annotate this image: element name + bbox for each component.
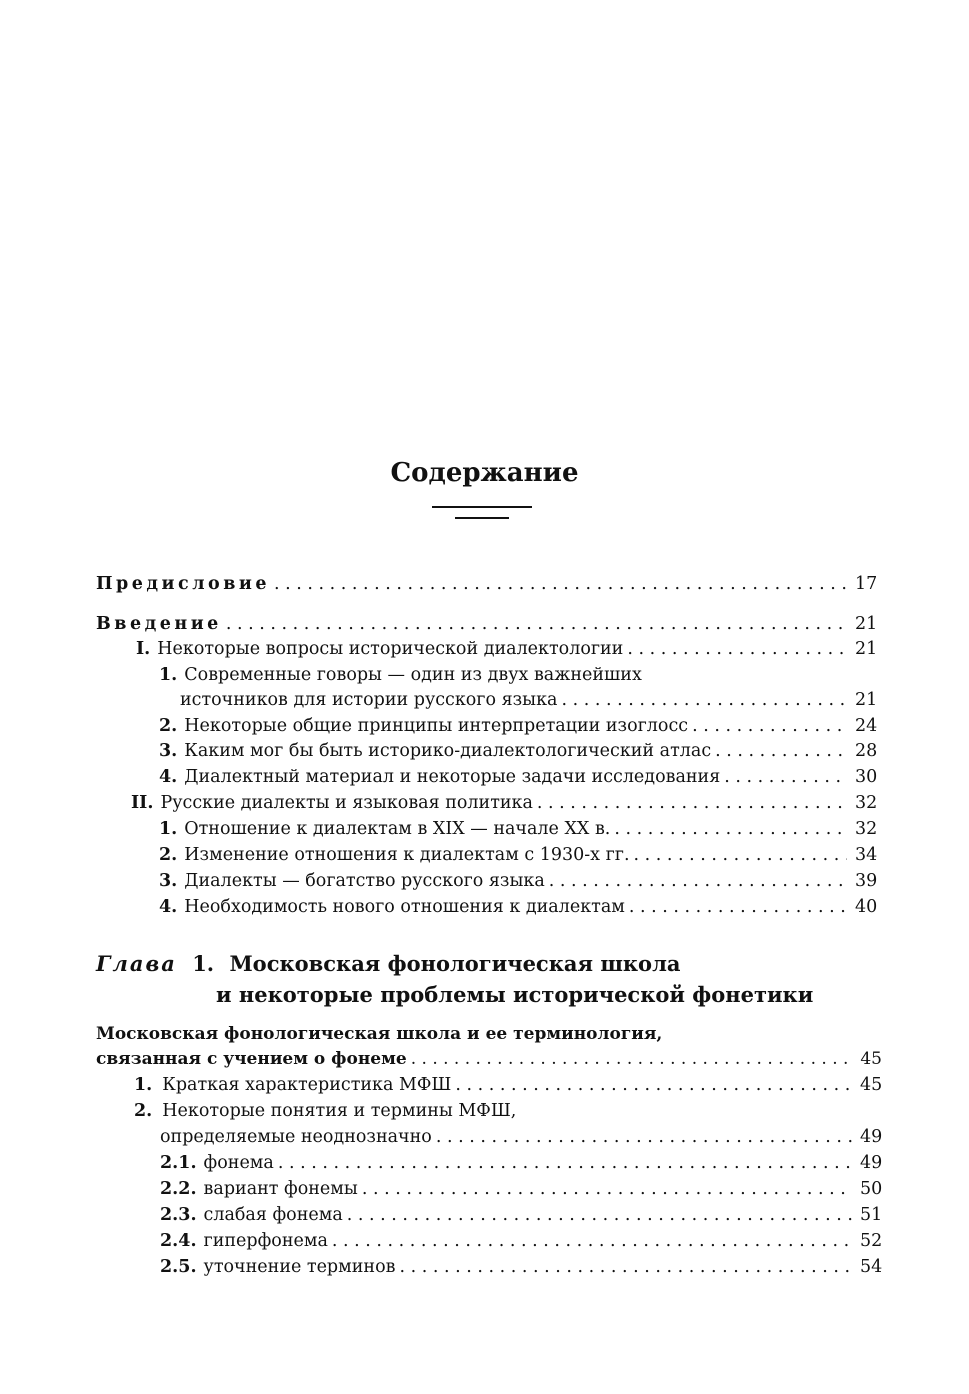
toc-entry-ch1-2-2[interactable] [160,1178,882,1200]
title-rule [432,506,532,508]
toc-entry-ch1-2-line1[interactable] [134,1100,516,1122]
section-number: 2.3. [160,1205,197,1225]
chapter-label: Глава [96,951,177,976]
chapter-1-heading[interactable] [96,951,680,976]
entry-label: слабая фонема [203,1205,343,1225]
entry-label: гиперфонема [203,1231,328,1251]
section-number: 3. [159,871,178,891]
leader-dots [411,1048,852,1070]
toc-entry-ch1-2-3[interactable] [160,1204,882,1226]
page-number: 45 [860,1075,883,1095]
leader-dots [436,1126,852,1148]
entry-label: Краткая характеристика МФШ [162,1075,452,1095]
section-number: II. [131,793,154,813]
section-number: 4. [159,897,178,917]
leader-dots [715,740,847,762]
chapter-number: 1. [192,951,215,976]
page-number: 39 [855,871,878,891]
entry-label: Каким мог бы быть историко-диалектологический атлас [184,741,712,761]
toc-entry-preface[interactable] [96,573,877,595]
toc-entry-intro[interactable] [96,613,877,635]
leader-dots [226,613,847,635]
entry-label: Введение [96,614,222,634]
section-number: 2.4. [160,1231,197,1251]
entry-label: Изменение отношения к диалектам с 1930-х гг. [184,845,630,865]
leader-dots [614,818,847,840]
leader-dots [629,896,847,918]
entry-label: фонема [203,1153,274,1173]
leader-dots [274,573,847,595]
section-number: 1. [159,665,178,685]
entry-label: определяемые неоднозначно [160,1127,432,1147]
section-number: 2.5. [160,1257,197,1277]
section-number: I. [136,639,151,659]
page-number: 21 [855,690,878,710]
toc-entry-section-2-4[interactable] [159,896,877,918]
toc-entry-ch1-2-4[interactable] [160,1230,882,1252]
toc-entry-section-2-2[interactable] [159,844,877,866]
toc-entry-section-1-4[interactable] [159,766,877,788]
leader-dots [399,1256,852,1278]
toc-entry-msk-line1[interactable]: Московская фонологическая школа и ее терминология, [96,1024,663,1044]
section-number: 2.1. [160,1153,197,1173]
section-number: 2. [134,1101,153,1121]
toc-entry-section-1-2[interactable] [159,715,877,737]
section-number: 3. [159,741,178,761]
leader-dots [634,844,847,866]
toc-entry-msk-line2[interactable] [96,1048,882,1070]
entry-label: Русские диалекты и языковая политика [160,793,533,813]
leader-dots [332,1230,852,1252]
page-number: 24 [855,716,878,736]
leader-dots [549,870,847,892]
leader-dots [627,638,847,660]
toc-entry-section-1-1-line2[interactable] [180,689,877,711]
section-number: 2.2. [160,1179,197,1199]
toc-entry-section-2-3[interactable] [159,870,877,892]
page-number: 52 [860,1231,883,1251]
toc-entry-section-2[interactable] [131,792,877,814]
entry-label: Отношение к диалектам в XIX — начале XX в. [184,819,611,839]
entry-label: Некоторые вопросы исторической диалектологии [157,639,624,659]
leader-dots [692,715,847,737]
section-number: 4. [159,767,178,787]
entry-label: связанная с учением о фонеме [96,1049,407,1069]
page-number: 32 [855,793,878,813]
toc-entry-ch1-1[interactable] [134,1074,882,1096]
toc-entry-ch1-2-5[interactable] [160,1256,882,1278]
page-number: 21 [855,639,878,659]
leader-dots [278,1152,852,1174]
entry-label: уточнение терминов [203,1257,396,1277]
entry-label: Диалекты — богатство русского языка [184,871,545,891]
leader-dots [362,1178,852,1200]
entry-label: Диалектный материал и некоторые задачи исследования [184,767,721,787]
leader-dots [455,1074,852,1096]
page-number: 30 [855,767,878,787]
entry-label: Современные говоры — один из двух важнейших [184,665,642,685]
page-number: 51 [860,1205,883,1225]
leader-dots [347,1204,852,1226]
page-number: 54 [860,1257,883,1277]
entry-label: вариант фонемы [203,1179,358,1199]
page-number: 21 [855,614,878,634]
leader-dots [537,792,847,814]
page-number: 40 [855,897,878,917]
entry-label: источников для истории русского языка [180,690,558,710]
page-number: 34 [855,845,878,865]
entry-label: Необходимость нового отношения к диалектам [184,897,625,917]
entry-label: Предисловие [96,574,270,594]
toc-entry-section-1-3[interactable] [159,740,877,762]
section-number: 1. [134,1075,153,1095]
section-number: 2. [159,716,178,736]
section-number: 2. [159,845,178,865]
page-number: 45 [860,1049,882,1069]
chapter-title-line1: Московская фонологическая школа [229,951,681,976]
page-number: 50 [860,1179,883,1199]
toc-entry-ch1-2-line2[interactable] [160,1126,882,1148]
toc-entry-section-1[interactable] [136,638,877,660]
title-rule-short [455,517,509,519]
toc-entry-section-2-1[interactable] [159,818,877,840]
toc-entry-ch1-2-1[interactable] [160,1152,882,1174]
page-number: 49 [860,1127,883,1147]
page-number: 17 [855,574,878,594]
page-number: 32 [855,819,878,839]
page-title: Содержание [390,458,579,488]
chapter-1-title-line2: и некоторые проблемы исторической фонетики [216,982,814,1007]
leader-dots [724,766,847,788]
page-number: 49 [860,1153,883,1173]
section-number: 1. [159,819,178,839]
toc-entry-section-1-1-line1[interactable] [159,664,642,686]
entry-label: Некоторые понятия и термины МФШ, [162,1101,517,1121]
leader-dots [561,689,847,711]
entry-label: Некоторые общие принципы интерпретации изоглосс [184,716,689,736]
page-number: 28 [855,741,878,761]
